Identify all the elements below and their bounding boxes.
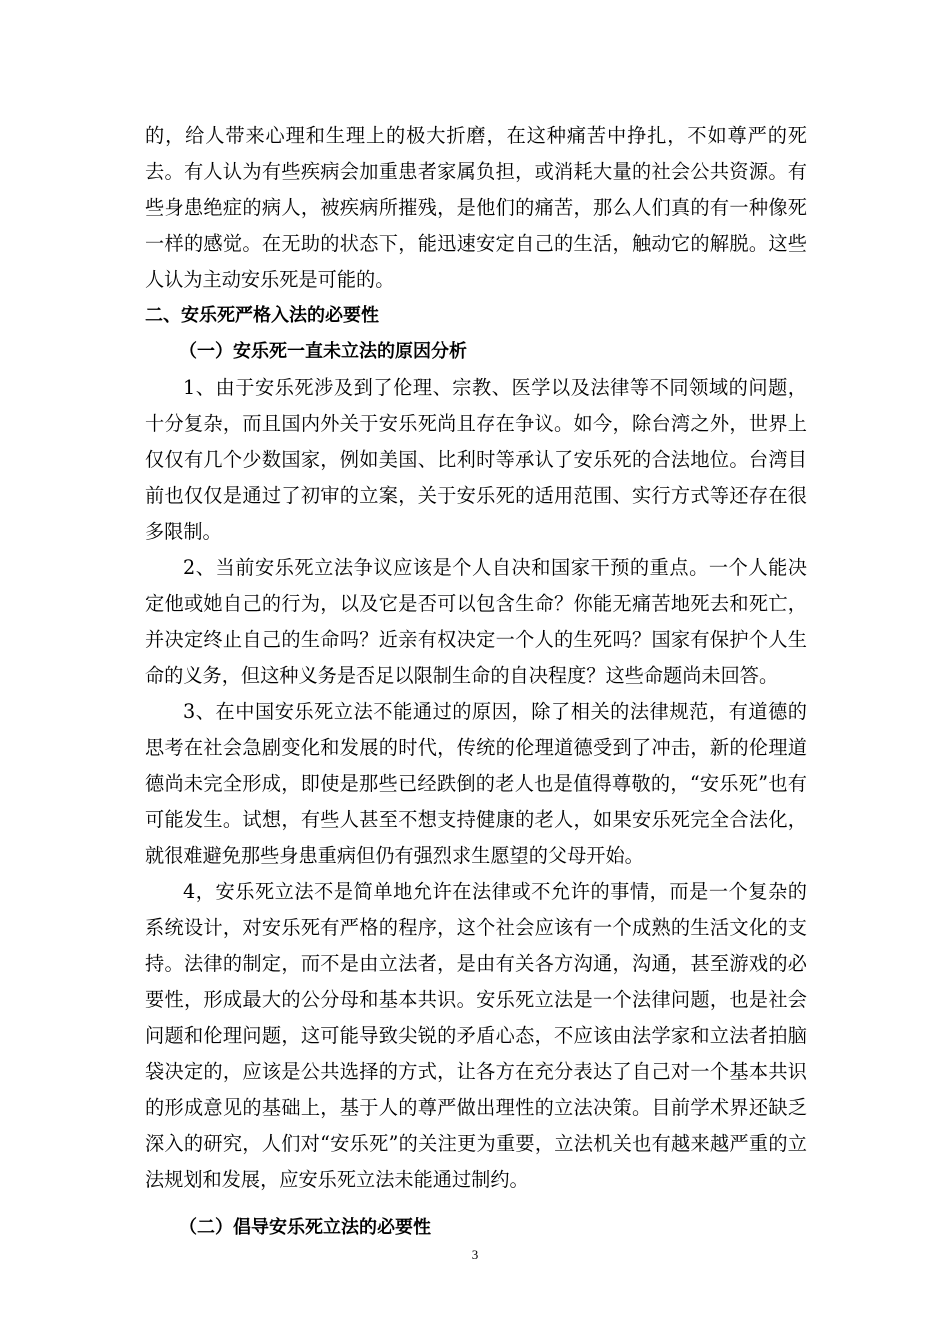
- subsection-heading-1: （一）安乐死一直未立法的原因分析: [179, 341, 467, 362]
- body-paragraph-continued: 的，给人带来心理和生理上的极大折磨，在这种痛苦中挣扎，不如尊严的死去。有人认为有些疾病会加重患者家属负担，或消耗大量的社会公共资源。有些身患绝症的病人，被疾病所摧残，是他们的痛苦，那么人们真的有一种像死一样的感觉。在无助的状态下，能迅速安定自己的生活，触动它的解脱。这些人认为主动安乐死是可能的。: [145, 124, 807, 291]
- list-paragraph-2: 2、当前安乐死立法争议应该是个人自决和国家干预的重点。一个人能决定他或她自己的行为，以及它是否可以包含生命？你能无痛苦地死去和死亡，并决定终止自己的生命吗？近亲有权决定一个人的生死吗？国家有保护个人生命的义务，但这种义务是否足以限制生命的自决程度？这些命题尚未回答。: [145, 556, 807, 687]
- section-heading: 二、安乐死严格入法的必要性: [145, 305, 379, 326]
- list-paragraph-1: 1、由于安乐死涉及到了伦理、宗教、医学以及法律等不同领域的问题，十分复杂，而且国内外关于安乐死尚且存在争议。如今，除台湾之外，世界上仅仅有几个少数国家，例如美国、比利时等承认了安乐死的合法地位。台湾目前也仅仅是通过了初审的立案，关于安乐死的适用范围、实行方式等还存在很多限制。: [145, 376, 807, 543]
- list-paragraph-4: 4，安乐死立法不是简单地允许在法律或不允许的事情，而是一个复杂的系统设计，对安乐死有严格的程序，这个社会应该有一个成熟的生活文化的支持。法律的制定，而不是由立法者，是由有关各方沟通，沟通，甚至游戏的必要性，形成最大的公分母和基本共识。安乐死立法是一个法律问题，也是社会问题和伦理问题，这可能导致尖锐的矛盾心态，不应该由法学家和立法者拍脑袋决定的，应该是公共选择的方式，让各方在充分表达了自己对一个基本共识的形成意见的基础上，基于人的尊严做出理性的立法决策。目前学术界还缺乏深入的研究，人们对“安乐死”的关注更为重要，立法机关也有越来越严重的立法规划和发展，应安乐死立法未能通过制约。: [145, 880, 807, 1191]
- page-number: 3: [471, 1247, 479, 1262]
- document-body: [145, 118, 807, 1246]
- subsection-heading-2: （二）倡导安乐死立法的必要性: [179, 1217, 431, 1238]
- list-paragraph-3: 3、在中国安乐死立法不能通过的原因，除了相关的法律规范，有道德的思考在社会急剧变化和发展的时代，传统的伦理道德受到了冲击，新的伦理道德尚未完全形成，即使是那些已经跌倒的老人也是值得尊敬的，“安乐死”也有可能发生。试想，有些人甚至不想支持健康的老人，如果安乐死完全合法化，就很难避免那些身患重病但仍有强烈求生愿望的父母开始。: [145, 700, 807, 867]
